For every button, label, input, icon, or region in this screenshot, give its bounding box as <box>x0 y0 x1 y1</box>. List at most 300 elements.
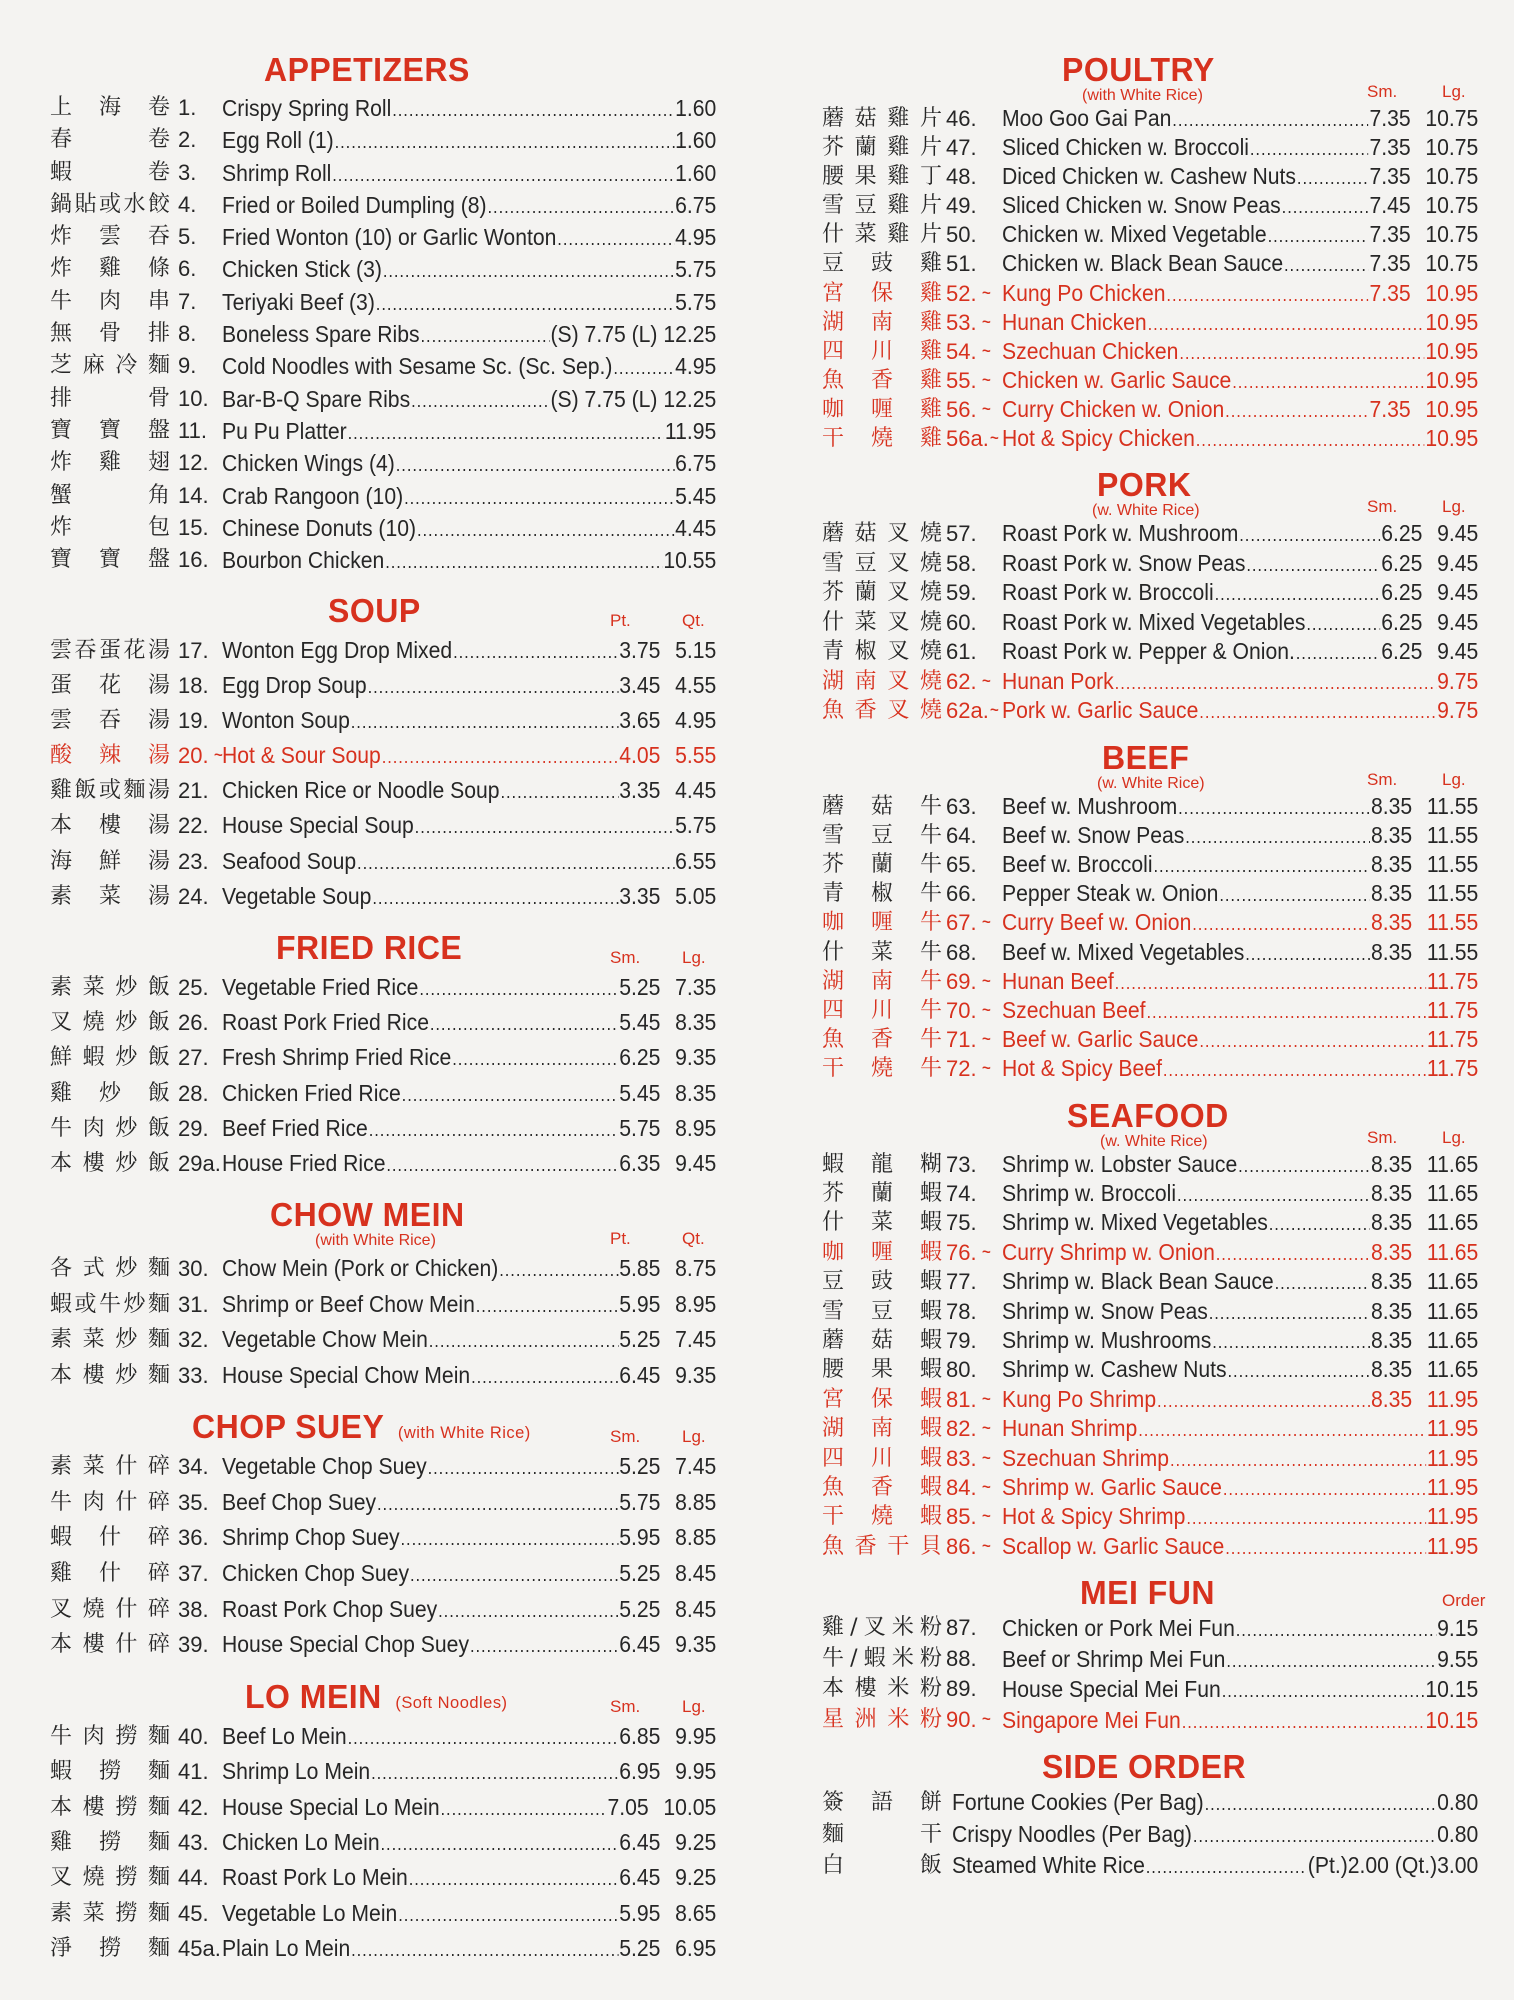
menu-item <box>822 1025 1482 1054</box>
chinese-char: 蝦 <box>919 1298 942 1324</box>
chinese-char: 撈 <box>115 1723 138 1749</box>
leader-dots <box>1166 281 1368 310</box>
leader-dots <box>368 670 619 705</box>
section-title-text: APPETIZERS <box>264 51 470 88</box>
chinese-char: 豆 <box>822 251 845 277</box>
chili-pepper-icon: ~ <box>982 1710 991 1728</box>
chinese-name <box>50 415 170 447</box>
menu-item <box>50 1287 720 1323</box>
chinese-char: 飯 <box>147 975 170 1001</box>
section-title <box>276 928 462 968</box>
item-row-text <box>222 1627 716 1663</box>
leader-dots <box>351 1933 618 1968</box>
item-price: 5.45 <box>619 1009 661 1036</box>
chinese-char: 或 <box>98 191 121 217</box>
chinese-name <box>822 308 942 337</box>
chinese-char: 南 <box>870 309 893 335</box>
chinese-char: 雞 <box>919 338 942 364</box>
chinese-name <box>822 938 942 967</box>
chinese-char: 芥 <box>822 852 845 878</box>
section-title <box>1097 465 1191 505</box>
chinese-char: 麵 <box>147 353 170 379</box>
chinese-name <box>822 967 942 996</box>
item-row-text <box>222 1449 716 1485</box>
item-price: 7.05 <box>607 1793 649 1820</box>
chinese-char: 椒 <box>870 881 893 907</box>
item-number: 50. <box>946 222 977 248</box>
chinese-char: 湯 <box>147 707 170 733</box>
item-price-large: 8.95 <box>675 1290 717 1317</box>
item-price: 6.85 <box>619 1722 661 1749</box>
item-name: Fortune Cookies (Per Bag) <box>952 1789 1204 1816</box>
item-price: (S) 7.75 (L) 12.25 <box>550 321 717 348</box>
chinese-char: 米 <box>891 1645 914 1671</box>
chinese-char: 什 <box>822 609 845 635</box>
item-price-large: 4.55 <box>675 671 717 698</box>
item-name: Chicken w. Black Bean Sauce <box>1002 250 1284 277</box>
item-price-large: 11.55 <box>1426 821 1479 848</box>
item-row-text <box>1002 249 1478 278</box>
item-number: 19. <box>178 707 209 733</box>
item-name: Roast Pork w. Broccoli <box>1002 579 1214 606</box>
item-name: Hunan Chicken <box>1002 308 1147 335</box>
chinese-char: 素 <box>50 1900 73 1926</box>
chinese-char: 卷 <box>147 95 170 120</box>
leader-dots <box>1296 639 1381 669</box>
menu-section-seafood <box>822 1096 1482 1561</box>
chinese-char: 蘑 <box>822 793 845 819</box>
chinese-name <box>822 395 942 424</box>
chinese-name <box>822 696 942 726</box>
leader-dots <box>1182 1707 1425 1738</box>
item-name: Beef Fried Rice <box>222 1114 368 1141</box>
item-name: Vegetable Chop Suey <box>222 1453 427 1480</box>
item-row-text <box>1002 1385 1478 1414</box>
chinese-char: 粉 <box>919 1645 942 1671</box>
chinese-char: 海 <box>50 848 73 874</box>
chinese-name <box>50 633 170 668</box>
chinese-char: 麵 <box>147 1865 170 1891</box>
section-title-note: (Soft Noodles) <box>395 1692 508 1712</box>
item-row-text <box>222 92 716 124</box>
item-price: 6.25 <box>1381 608 1423 635</box>
item-row-text <box>1002 908 1478 937</box>
item-name: Roast Pork w. Mushroom <box>1002 520 1239 547</box>
item-price: 7.45 <box>1369 192 1411 219</box>
chinese-char: 菇 <box>870 1328 893 1354</box>
chinese-char: 菇 <box>854 521 877 547</box>
item-name: Sliced Chicken w. Snow Peas <box>1002 192 1281 219</box>
item-number: 62a. <box>946 698 989 724</box>
item-price: 5.75 <box>619 1114 661 1141</box>
chinese-char: 片 <box>919 106 942 131</box>
item-number: 26. <box>178 1010 209 1036</box>
item-price: 5.75 <box>675 256 717 283</box>
chinese-name <box>822 608 942 638</box>
item-name: Hot & Spicy Chicken <box>1002 425 1195 452</box>
item-row-text <box>222 480 716 512</box>
item-name: Beef w. Garlic Sauce <box>1002 1026 1199 1053</box>
leader-dots <box>1186 1504 1426 1533</box>
item-number: 44. <box>178 1865 209 1891</box>
item-name: Chicken Lo Mein <box>222 1829 380 1856</box>
item-name: Crispy Noodles (Per Bag) <box>952 1820 1192 1847</box>
item-row-text <box>1002 1355 1478 1384</box>
chinese-char: 什 <box>822 222 845 248</box>
item-price: 8.35 <box>1371 1238 1413 1265</box>
chinese-char: 翅 <box>147 450 170 476</box>
item-row-text <box>1002 1705 1478 1736</box>
leader-dots <box>369 1113 619 1148</box>
chinese-char: 燒 <box>870 1056 893 1082</box>
item-number: 34. <box>178 1454 209 1480</box>
chinese-char: 炒 <box>115 975 138 1001</box>
item-name: Teriyaki Beef (3) <box>222 288 375 315</box>
item-price-large: 10.75 <box>1425 250 1479 277</box>
section-title-text: SIDE ORDER <box>1042 1748 1247 1786</box>
chinese-char: 麵 <box>147 1723 170 1749</box>
chinese-name <box>822 1644 942 1675</box>
item-name: Roast Pork Lo Mein <box>222 1864 408 1891</box>
item-price: 4.05 <box>619 742 661 769</box>
item-name: Kung Po Shrimp <box>1002 1385 1157 1412</box>
item-price: 10.55 <box>663 547 717 574</box>
item-name: Sliced Chicken w. Broccoli <box>1002 134 1249 161</box>
item-row-text <box>1002 637 1478 667</box>
chinese-name <box>822 1414 942 1443</box>
item-row-text <box>952 1787 1478 1819</box>
chinese-name <box>822 220 942 249</box>
item-name: Chicken Stick (3) <box>222 256 382 283</box>
chinese-char: 花 <box>98 672 121 698</box>
item-number: 20. <box>178 743 209 769</box>
item-price: 7.35 <box>1369 250 1411 277</box>
item-name: Vegetable Soup <box>222 882 372 909</box>
chinese-name <box>50 1287 170 1323</box>
item-price: 5.25 <box>619 1595 661 1622</box>
item-name: Curry Beef w. Onion <box>1002 909 1192 936</box>
chinese-name <box>50 1520 170 1556</box>
item-number: 84. <box>946 1474 977 1500</box>
item-row-text <box>222 1825 716 1860</box>
chinese-name <box>50 286 170 318</box>
chinese-char: 寶 <box>50 547 73 573</box>
section-subtitle: (w. White Rice) <box>1097 774 1205 792</box>
chinese-char: 腰 <box>822 1357 845 1383</box>
section-header <box>50 1677 720 1719</box>
item-name: Roast Pork Chop Suey <box>222 1595 438 1622</box>
chinese-name <box>822 191 942 220</box>
leader-dots <box>1245 940 1370 969</box>
item-price: 5.25 <box>619 1935 661 1962</box>
leader-dots <box>377 1487 618 1523</box>
chinese-char: 干 <box>919 1821 942 1847</box>
item-row-text <box>222 1556 716 1592</box>
chinese-char: 什 <box>115 1489 138 1515</box>
section-header <box>822 1573 1486 1613</box>
chinese-char: 雞 <box>50 1561 73 1587</box>
section-title-text: SOUP <box>328 591 421 629</box>
chinese-name <box>50 844 170 879</box>
item-row-text <box>222 1790 716 1825</box>
menu-item <box>822 1819 1482 1851</box>
item-name: Scallop w. Garlic Sauce <box>1002 1532 1225 1559</box>
chinese-char: 菜 <box>854 222 877 248</box>
chinese-char: 麵 <box>147 1327 170 1353</box>
menu-item <box>50 415 720 447</box>
item-price: 11.95 <box>1426 1473 1479 1500</box>
item-number: 45. <box>178 1900 209 1926</box>
item-name: Beef Chop Suey <box>222 1488 377 1515</box>
item-price: 5.75 <box>675 288 717 315</box>
chinese-char: 叉 <box>863 1615 886 1641</box>
chinese-char: 豆 <box>854 550 877 576</box>
chinese-name <box>50 1825 170 1860</box>
item-number: 27. <box>178 1045 209 1071</box>
chinese-char: 樓 <box>854 1676 877 1702</box>
chinese-char: 肉 <box>82 1115 105 1141</box>
item-number: 29. <box>178 1115 209 1141</box>
chinese-name <box>822 1532 942 1561</box>
chili-pepper-icon: ~ <box>982 1420 991 1438</box>
item-number: 11. <box>178 417 207 443</box>
item-price: 9.75 <box>1437 697 1479 724</box>
chinese-char: 素 <box>50 975 73 1001</box>
item-name: Moo Goo Gai Pan <box>1002 105 1172 131</box>
section-title <box>270 1195 465 1235</box>
chinese-char: 牛 <box>919 998 942 1023</box>
item-price-large: 11.65 <box>1426 1297 1479 1324</box>
leader-dots <box>1216 1240 1370 1269</box>
menu-item <box>822 162 1482 191</box>
chinese-name <box>822 1674 942 1705</box>
section-title <box>245 1677 508 1723</box>
item-row-text <box>222 157 716 189</box>
menu-item <box>50 157 720 189</box>
chinese-char: 湯 <box>147 637 170 663</box>
item-row-text <box>222 1592 716 1628</box>
item-price-large: 11.95 <box>1426 1385 1479 1412</box>
menu-item <box>822 1473 1482 1502</box>
chili-pepper-icon: ~ <box>990 702 999 720</box>
item-price: 11.95 <box>1426 1444 1479 1471</box>
item-number: 65. <box>946 852 977 878</box>
menu-item <box>822 696 1482 726</box>
chinese-char: 蝦 <box>919 1269 942 1295</box>
leader-dots <box>1193 1821 1436 1853</box>
item-number: 87. <box>946 1615 977 1641</box>
leader-dots <box>452 1042 618 1077</box>
section-title <box>264 50 470 90</box>
item-price: 6.25 <box>1381 638 1423 665</box>
item-row-text <box>1002 1326 1478 1355</box>
item-price-large: 10.75 <box>1425 192 1479 219</box>
chinese-char: 豆 <box>870 1298 893 1324</box>
chinese-char: 麵 <box>123 778 146 804</box>
leader-dots <box>1115 669 1437 699</box>
menu-item <box>822 1054 1482 1083</box>
item-price-large: 9.25 <box>675 1829 717 1856</box>
chinese-char: 叉 <box>887 668 910 694</box>
chili-pepper-icon: ~ <box>982 371 991 389</box>
chinese-char: 蝦 <box>919 1416 942 1442</box>
chinese-char: 粉 <box>919 1615 942 1641</box>
chinese-char: 什 <box>115 1454 138 1480</box>
chinese-char: 牛 <box>919 852 942 878</box>
leader-dots <box>428 1451 619 1487</box>
menu-item <box>822 395 1482 424</box>
chinese-char: 蘭 <box>870 852 893 878</box>
chinese-char: 青 <box>822 639 845 665</box>
item-price: 9.75 <box>1437 667 1479 694</box>
item-price: 8.35 <box>1371 1356 1413 1383</box>
chinese-name <box>50 124 170 156</box>
leader-dots <box>1196 426 1425 455</box>
chinese-name <box>822 1179 942 1208</box>
chinese-char: 餅 <box>919 1790 942 1816</box>
section-title-note: (with White Rice) <box>397 1423 531 1443</box>
chinese-char: 片 <box>919 222 942 248</box>
item-number: 32. <box>178 1327 209 1353</box>
menu-item <box>50 1592 720 1628</box>
chinese-name <box>50 512 170 544</box>
item-row-text <box>1002 395 1478 424</box>
menu-item <box>822 1705 1482 1736</box>
menu-item <box>50 844 720 879</box>
chinese-char: 辣 <box>98 743 121 769</box>
item-row-text <box>222 544 716 576</box>
chili-pepper-icon: ~ <box>982 972 991 990</box>
section-subtitle: (with White Rice) <box>1082 87 1203 104</box>
chinese-char: 炸 <box>50 450 73 476</box>
leader-dots <box>348 417 664 449</box>
leader-dots <box>501 775 619 810</box>
chinese-char: 湯 <box>147 672 170 698</box>
item-price: 11.95 <box>664 417 717 444</box>
item-number: 12. <box>178 450 209 476</box>
item-name: Beef Lo Mein <box>222 1722 347 1749</box>
chili-pepper-icon: ~ <box>982 400 991 418</box>
menu-item <box>822 1267 1482 1296</box>
item-number: 52. <box>946 280 977 306</box>
chinese-char: 碎 <box>147 1525 170 1551</box>
item-price-large: 8.35 <box>675 1079 717 1106</box>
section-title <box>192 1407 531 1453</box>
chinese-char: 果 <box>870 1357 893 1383</box>
menu-item <box>50 1146 720 1181</box>
menu-item <box>822 879 1482 908</box>
menu-item <box>50 1040 720 1075</box>
item-name: Shrimp w. Black Bean Sauce <box>1002 1268 1274 1295</box>
leader-dots <box>1250 135 1369 164</box>
leader-dots <box>499 1253 618 1289</box>
item-row-text <box>222 668 716 703</box>
item-price-large: 10.05 <box>663 1793 717 1820</box>
price-header-2: Lg. <box>682 948 706 968</box>
menu-item <box>822 279 1482 308</box>
menu-item <box>822 249 1482 278</box>
menu-item <box>822 996 1482 1025</box>
chinese-char: 本 <box>822 1676 845 1702</box>
chinese-char: 香 <box>870 367 893 393</box>
item-row-text <box>1002 792 1478 821</box>
item-number: 4. <box>178 191 197 217</box>
chinese-char: 牛 <box>919 968 942 994</box>
item-price: 7.35 <box>1369 105 1411 131</box>
item-price: 11.75 <box>1426 967 1479 994</box>
item-row-text <box>1002 821 1478 850</box>
item-price-large: 11.55 <box>1426 880 1479 907</box>
menu-item <box>50 1896 720 1931</box>
chinese-char: 蝦 <box>919 1504 942 1530</box>
item-name: Singapore Mei Fun <box>1002 1706 1181 1733</box>
item-price: 5.95 <box>619 1290 661 1317</box>
item-price: 5.45 <box>619 1079 661 1106</box>
item-price: 8.35 <box>1371 1180 1413 1207</box>
chinese-char: 蝦 <box>919 1328 942 1354</box>
item-name: Plain Lo Mein <box>222 1935 351 1962</box>
menu-item <box>822 637 1482 667</box>
chinese-name <box>50 383 170 415</box>
chinese-name <box>822 667 942 697</box>
chinese-char: 什 <box>98 1561 121 1587</box>
item-row-text <box>1002 308 1478 337</box>
item-row-text <box>1002 667 1478 697</box>
chinese-name <box>822 996 942 1025</box>
chinese-char: 椒 <box>854 639 877 665</box>
item-price-large: 11.55 <box>1426 851 1479 878</box>
chinese-name <box>822 1355 942 1384</box>
chinese-char: 南 <box>854 668 877 694</box>
item-name: Bourbon Chicken <box>222 547 385 574</box>
item-number: 16. <box>178 547 209 573</box>
chinese-char: 菜 <box>82 1900 105 1926</box>
item-row-text <box>222 1146 716 1181</box>
item-row-text <box>222 1040 716 1075</box>
leader-dots <box>441 1792 607 1827</box>
chinese-char: 碎 <box>147 1489 170 1515</box>
section-subtitle: (w. White Rice) <box>1100 1132 1208 1150</box>
chinese-name <box>50 1790 170 1825</box>
item-row-text <box>222 1520 716 1556</box>
leader-dots <box>410 1558 618 1594</box>
chinese-char: 酸 <box>50 743 73 769</box>
chinese-name <box>50 773 170 808</box>
item-price: 5.75 <box>619 1488 661 1515</box>
menu-item <box>50 1719 720 1754</box>
item-number: 79. <box>946 1328 977 1354</box>
chinese-char: 本 <box>50 1794 73 1820</box>
chinese-name <box>50 447 170 479</box>
chinese-char: 鮮 <box>98 848 121 874</box>
menu-item <box>822 608 1482 638</box>
chinese-char: 蝦 <box>863 1645 886 1671</box>
chinese-char: 素 <box>50 883 73 909</box>
menu-item <box>822 821 1482 850</box>
item-row-text <box>1002 1267 1478 1296</box>
item-name: Fried or Boiled Dumpling (8) <box>222 191 487 218</box>
chinese-name <box>50 92 170 124</box>
chili-pepper-icon: ~ <box>982 672 991 690</box>
item-row-text <box>222 1719 716 1754</box>
item-price-large: 5.15 <box>675 636 717 663</box>
chili-pepper-icon: ~ <box>982 284 991 302</box>
leader-dots <box>1239 521 1380 551</box>
section-subtitle: (w. White Rice) <box>1092 502 1200 520</box>
menu-item <box>822 578 1482 608</box>
chinese-name <box>822 162 942 191</box>
item-row-text <box>222 1287 716 1323</box>
